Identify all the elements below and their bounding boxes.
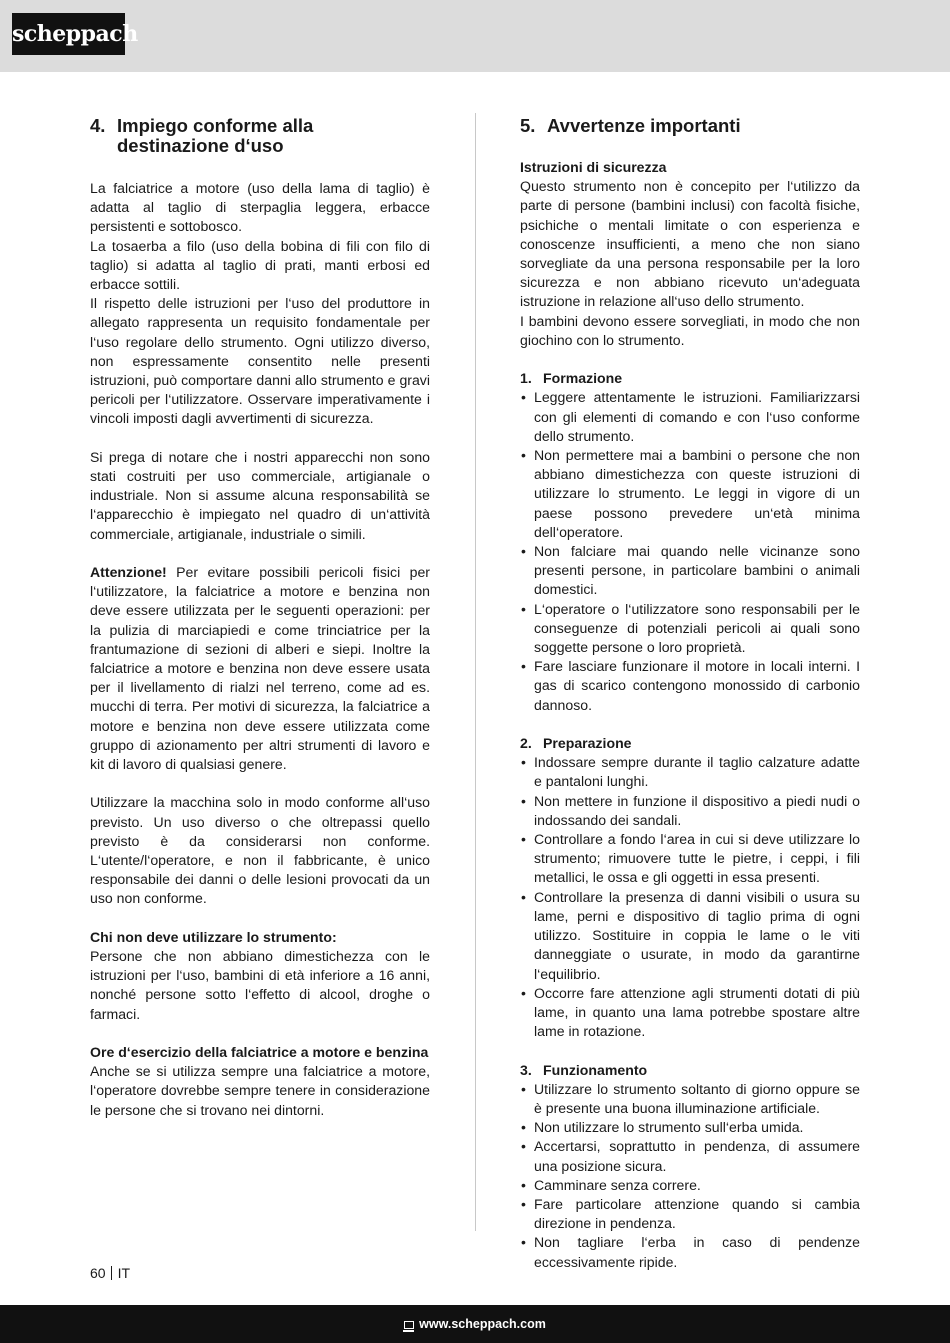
attention-text: Per evitare possibili pericoli fisici per l‘utilizzatore, la falciatrice a motore e benzina non deve essere utilizzata per le seguenti operazioni: per la pulizia di marciapiedi e come trinciatrice per la frantumazione di sezioni di alberi e siepi. Inoltre la falciatrice a motore e benzina non deve essere usata per il livellamento di rialzi nel terreno, come ad es. mucchi di terra. Per motivi di sicurezza, la falciatrice a motore e benzina non deve essere utilizzata come gruppo di azionamento per altri strumenti di lavoro e kit di lavoro di qualsiasi genere. [90, 564, 430, 773]
right-column [520, 116, 860, 1272]
list-item: • Camminare senza correre. [520, 1176, 860, 1195]
section-4-title-line1: Impiego conforme alla [117, 115, 314, 136]
left-column [90, 116, 430, 1120]
paragraph: Persone che non abbiano dimestichezza con le istruzioni per l‘uso, bambini di età inferiore a 16 anni, nonché persone sotto l‘effetto di alcool, droghe o farmaci. [90, 948, 430, 1022]
list-item: • Non permettere mai a bambini o persone che non abbiano dimestichezza con queste istruzioni di utilizzare lo strumento. Le leggi in vigore di un paese possono prevedere un‘età minima dell‘operatore. [520, 446, 860, 542]
page-number [90, 1265, 130, 1281]
bullet-list [520, 1080, 860, 1272]
list-item: • Controllare la presenza di danni visibili o usura su lame, perni e dispositivo di taglio prima di ogni utilizzo. Sostituire in coppia le lame o le viti danneggiate o usurate, in modo da garantirne l‘equilibrio. [520, 888, 860, 984]
subheading-safety: Istruzioni di sicurezza [520, 159, 667, 175]
page-number-separator [111, 1266, 112, 1280]
subsection-heading: 3. Funzionamento [520, 1061, 648, 1078]
section-4-title-line2: destinazione d‘uso [117, 135, 284, 156]
list-item: • Fare lasciare funzionare il motore in locali interni. I gas di scarico contengono monossido di carbonio dannoso. [520, 657, 860, 715]
paragraph: I bambini devono essere sorvegliati, in modo che non giochino con lo strumento. [520, 312, 860, 348]
subsection-heading: 2. Preparazione [520, 735, 632, 752]
monitor-icon [404, 1321, 414, 1329]
section-5-heading [520, 116, 860, 136]
header-band [0, 0, 950, 72]
attention-paragraph [90, 563, 430, 774]
list-item: • Fare particolare attenzione quando si cambia direzione in pendenza. [520, 1195, 860, 1233]
subheading-who-not: Chi non deve utilizzare lo strumento: [90, 928, 337, 945]
list-item: • Indossare sempre durante il taglio calzature adatte e pantaloni lunghi. [520, 753, 860, 791]
section-5-number: 5. [520, 115, 536, 136]
list-item: • Non tagliare l‘erba in caso di pendenze eccessivamente ripide. [520, 1233, 860, 1271]
website-link[interactable]: www.scheppach.com [419, 1317, 546, 1331]
paragraph: Utilizzare la macchina solo in modo conforme all‘uso previsto. Un uso diverso o che oltrepassi quello previsto è da considerarsi non conforme. L‘utente/l‘operatore, e non il fabbricante, è unico responsabile dei danni o delle lesioni provocati da un uso non conforme. [90, 794, 430, 907]
paragraph: Il rispetto delle istruzioni per l‘uso del produttore in allegato rappresenta un requisito fondamentale per l‘uso regolare dello strumento. Ogni utilizzo diverso, non espressamente consentito nelle presenti istruzioni, può comportare danni allo strumento e gravi pericoli per l‘utilizzatore. Osservare imperativamente i vincoli imposti dagli avvertimenti di sicurezza. [90, 295, 430, 427]
subheading-operating-hours: Ore d‘esercizio della falciatrice a motore e benzina [90, 1044, 429, 1061]
column-divider [475, 113, 476, 1231]
paragraph: Questo strumento non è concepito per l‘utilizzo da parte di persone (bambini inclusi) con facoltà fisiche, psichiche o mentali limitate o con esperienza e conoscenze insufficienti, a meno che non siano sorvegliate da una persona responsabile per la loro sicurezza e non abbiano ricevuto un‘adeguata istruzione in relazione all‘uso dello strumento. [520, 178, 860, 310]
list-item: • Accertarsi, soprattutto in pendenza, di assumere una posizione sicura. [520, 1137, 860, 1175]
list-item: • Utilizzare lo strumento soltanto di giorno oppure se è presente una buona illuminazione artificiale. [520, 1080, 860, 1118]
section-4-number: 4. [90, 115, 106, 136]
paragraph: Si prega di notare che i nostri apparecchi non sono stati costruiti per uso commerciale, artigianale o industriale. Non si assume alcuna responsabilità se l‘apparecchio è impiegato nel quadro di un‘attività commerciale, artigianale, industriale o simili. [90, 448, 430, 542]
paragraph: La falciatrice a motore (uso della lama di taglio) è adatta al taglio di sterpaglia leggera, erbacce persistenti e sottobosco. [90, 180, 430, 235]
page-number-value: 60 [90, 1265, 106, 1281]
subsection-heading: 1. Formazione [520, 370, 623, 387]
list-item: • Non mettere in funzione il dispositivo a piedi nudi o indossando dei sandali. [520, 792, 860, 830]
list-item: • Leggere attentamente le istruzioni. Familiarizzarsi con gli elementi di comando e con l‘uso conforme dello strumento. [520, 388, 860, 446]
list-item: • Non utilizzare lo strumento sull‘erba umida. [520, 1118, 860, 1137]
bullet-list [520, 753, 860, 1041]
language-code: IT [117, 1265, 131, 1281]
brand-logo: scheppach [12, 13, 125, 55]
list-item: • Occorre fare attenzione agli strumenti dotati di più lame, in quanto una lama potrebbe spostare altre lame in rotazione. [520, 984, 860, 1042]
list-item: • Non falciare mai quando nelle vicinanze sono presenti persone, in particolare bambini o animali domestici. [520, 542, 860, 600]
paragraph: Anche se si utilizza sempre una falciatrice a motore, l‘operatore dovrebbe sempre tenere in considerazione le persone che si trovano nei dintorni. [90, 1063, 430, 1118]
attention-label: Attenzione! [90, 564, 167, 581]
section-5-title: Avvertenze importanti [547, 115, 741, 136]
list-item: • Controllare a fondo l‘area in cui si deve utilizzare lo strumento; rimuovere tutte le pietre, i ceppi, i fili metallici, le ossa e gli oggetti in essa presenti. [520, 830, 860, 888]
section-4-heading [90, 116, 430, 156]
footer-band [0, 1305, 950, 1343]
paragraph: La tosaerba a filo (uso della bobina di fili con filo di taglio) si adatta al taglio di prati, manti erbosi ed erbacce sottili. [90, 237, 430, 293]
list-item: • L‘operatore o l‘utilizzatore sono responsabili per le conseguenze di potenziali pericoli ai quali sono soggette persone o loro proprietà. [520, 600, 860, 658]
bullet-list [520, 388, 860, 714]
